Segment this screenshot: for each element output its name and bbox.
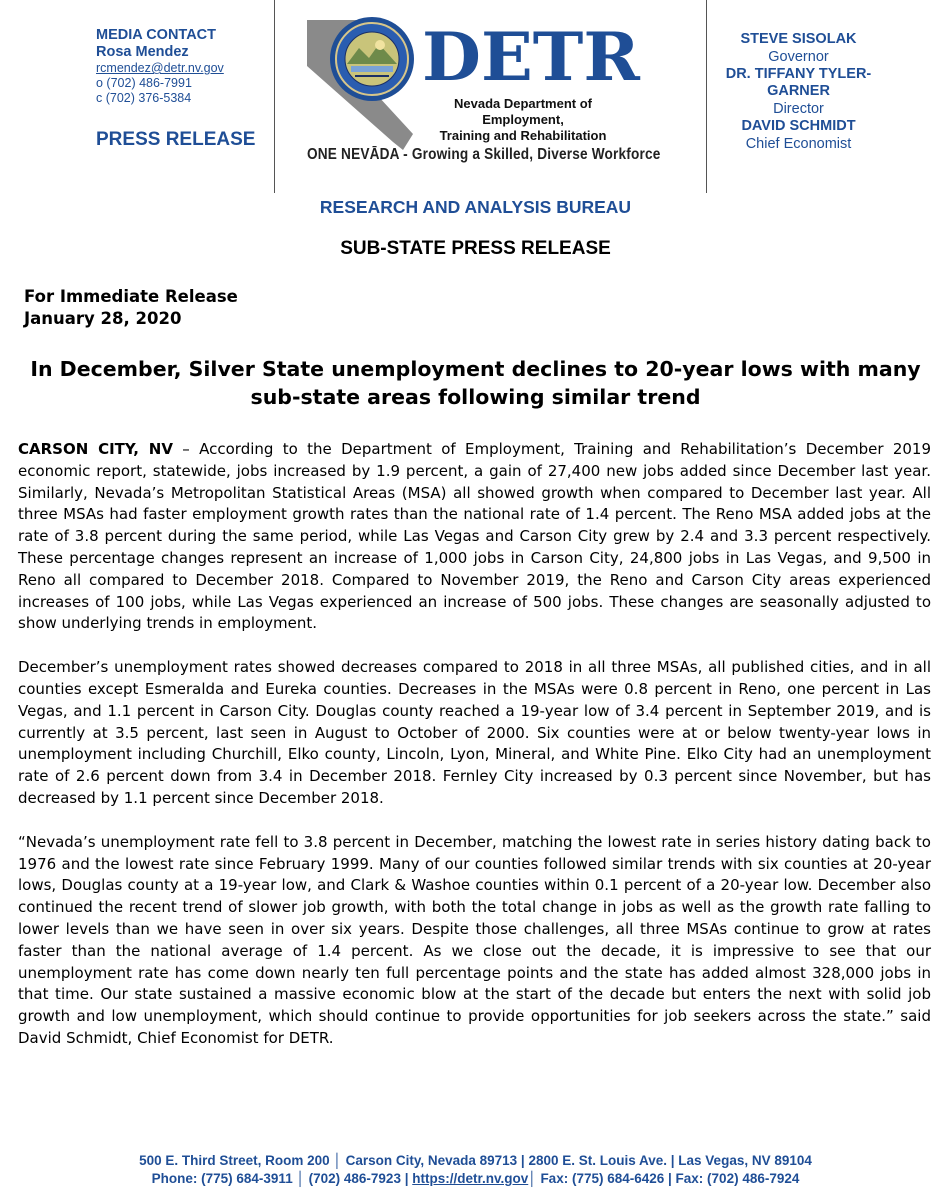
footer-fax: │ Fax: (775) 684-6426 | Fax: (702) 486-7924 <box>528 1171 800 1186</box>
footer-website-link[interactable]: https://detr.nv.gov <box>412 1171 529 1186</box>
footer-address: 500 E. Third Street, Room 200 │ Carson City, Nevada 89713 | 2800 E. St. Louis Ave. | Las Vegas, NV 89104 <box>139 1153 812 1168</box>
media-contact-label: MEDIA CONTACT <box>96 27 217 43</box>
paragraph-1-text: – According to the Department of Employment, Training and Rehabilitation’s December 2019 economic report, statewide, jobs increased by 1.9 percent, a gain of 27,400 new jobs added since December last year. Similarly, Nevada’s Metropolitan Statistical Areas (MSA) all showed growth when compared to December last year. All three MSAs had faster employment growth rates than the national rate of 1.4 percent. The Reno MSA added jobs at the rate of 3.8 percent during the same period, while Las Vegas and Carson City grew by 2.4 and 3.3 percent respectively. These percentage changes represent an increase of 1,000 jobs in Carson City, 24,800 jobs in Las Vegas, and 9,500 in Reno all compared to December 2018. Compared to November 2019, the Reno and Carson City areas experienced increases of 100 jobs, while Las Vegas experienced an increase of 500 jobs. These changes are seasonally adjusted to show underlying trends in employment. <box>18 440 931 633</box>
logo-subtitle <box>423 96 623 144</box>
press-release-label: PRESS RELEASE <box>96 129 256 150</box>
dateline: CARSON CITY, NV <box>18 440 173 458</box>
page-title: In December, Silver State unemployment declines to 20-year lows with many sub-state areas following similar trend <box>30 357 921 409</box>
article-body <box>18 439 931 1072</box>
logo-tagline: ONE NEVĀDA - Growing a Skilled, Diverse Workforce <box>307 146 661 163</box>
paragraph-2: December’s unemployment rates showed decreases compared to 2018 in all three MSAs, all published cities, and in all counties except Esmeralda and Eureka counties. Decreases in the MSAs were 0.8 percent in Reno, one percent in Las Vegas, and 1.1 percent in Carson City. Douglas county reached a 19-year low of 3.4 percent in September 2019, and is currently at 3.5 percent, last seen in August to October of 2000. Six counties were at or below twenty-year lows in unemployment including Churchill, Elko county, Lincoln, Lyon, Mineral, and White Pine. Elko City had an unemployment rate of 2.6 percent down from 3.4 in December 2018. Fernley City increased by 0.3 percent since November, but has decreased by 1.1 percent since December 2018. <box>18 658 931 807</box>
footer-phones: Phone: (775) 684-3911 │ (702) 486-7923 | <box>151 1171 413 1186</box>
contact-name: Rosa Mendez <box>96 44 189 60</box>
paragraph-1 <box>18 439 931 635</box>
cell-phone: c (702) 376-5384 <box>96 91 192 105</box>
detr-logo <box>285 12 690 172</box>
official-title: Governor <box>768 49 829 65</box>
release-date: January 28, 2020 <box>24 309 182 328</box>
media-contact <box>96 27 255 151</box>
official-name: STEVE SISOLAK <box>740 31 857 47</box>
paragraph-3: “Nevada’s unemployment rate fell to 3.8 percent in December, matching the lowest rate in series history dating back to 1976 and the lowest rate since February 1999. Many of our counties followed similar trends with six counties at 20-year lows, Douglas county at a 19-year low, and Clark & Washoe counties within 0.1 percent of a 20-year low. December also continued the recent trend of slower job growth, with both the total change in jobs as well as the growth rate falling to lower levels than we have seen in over six years. Despite those challenges, all three MSAs continue to grow at rates faster than the national average of 1.4 percent. As we close out the decade, it is impressive to see that our unemployment rate has come down nearly ten full percentage points and the state has added almost 328,000 jobs in that time. Our state sustained a massive economic blow at the start of the decade but enters the next with solid job growth and low unemployment, which should continue to provide opportunities for job seekers across the state.” said David Schmidt, Chief Economist for DETR. <box>18 832 931 1047</box>
release-label: For Immediate Release <box>24 287 238 306</box>
office-phone: o (702) 486-7991 <box>96 76 192 90</box>
official-name: DR. TIFFANY TYLER-GARNER <box>725 66 872 99</box>
contact-email-link[interactable]: rcmendez@detr.nv.gov <box>96 61 224 75</box>
header-divider-left <box>274 0 275 193</box>
official-title: Chief Economist <box>745 136 852 152</box>
official-name: DAVID SCHMIDT <box>741 118 856 134</box>
official-title: Director <box>773 101 824 117</box>
release-info <box>24 286 238 330</box>
logo-subtitle-line1: Nevada Department of Employment, <box>454 96 592 127</box>
nevada-seal-icon <box>285 12 435 152</box>
footer <box>0 1152 951 1188</box>
logo-subtitle-line2: Training and Rehabilitation <box>439 128 607 143</box>
release-type-heading: SUB-STATE PRESS RELEASE <box>340 238 611 259</box>
bureau-heading: RESEARCH AND ANALYSIS BUREAU <box>319 197 632 217</box>
officials-block <box>706 31 891 153</box>
logo-wordmark: DETR <box>422 18 640 96</box>
footer-contact <box>0 1170 951 1188</box>
